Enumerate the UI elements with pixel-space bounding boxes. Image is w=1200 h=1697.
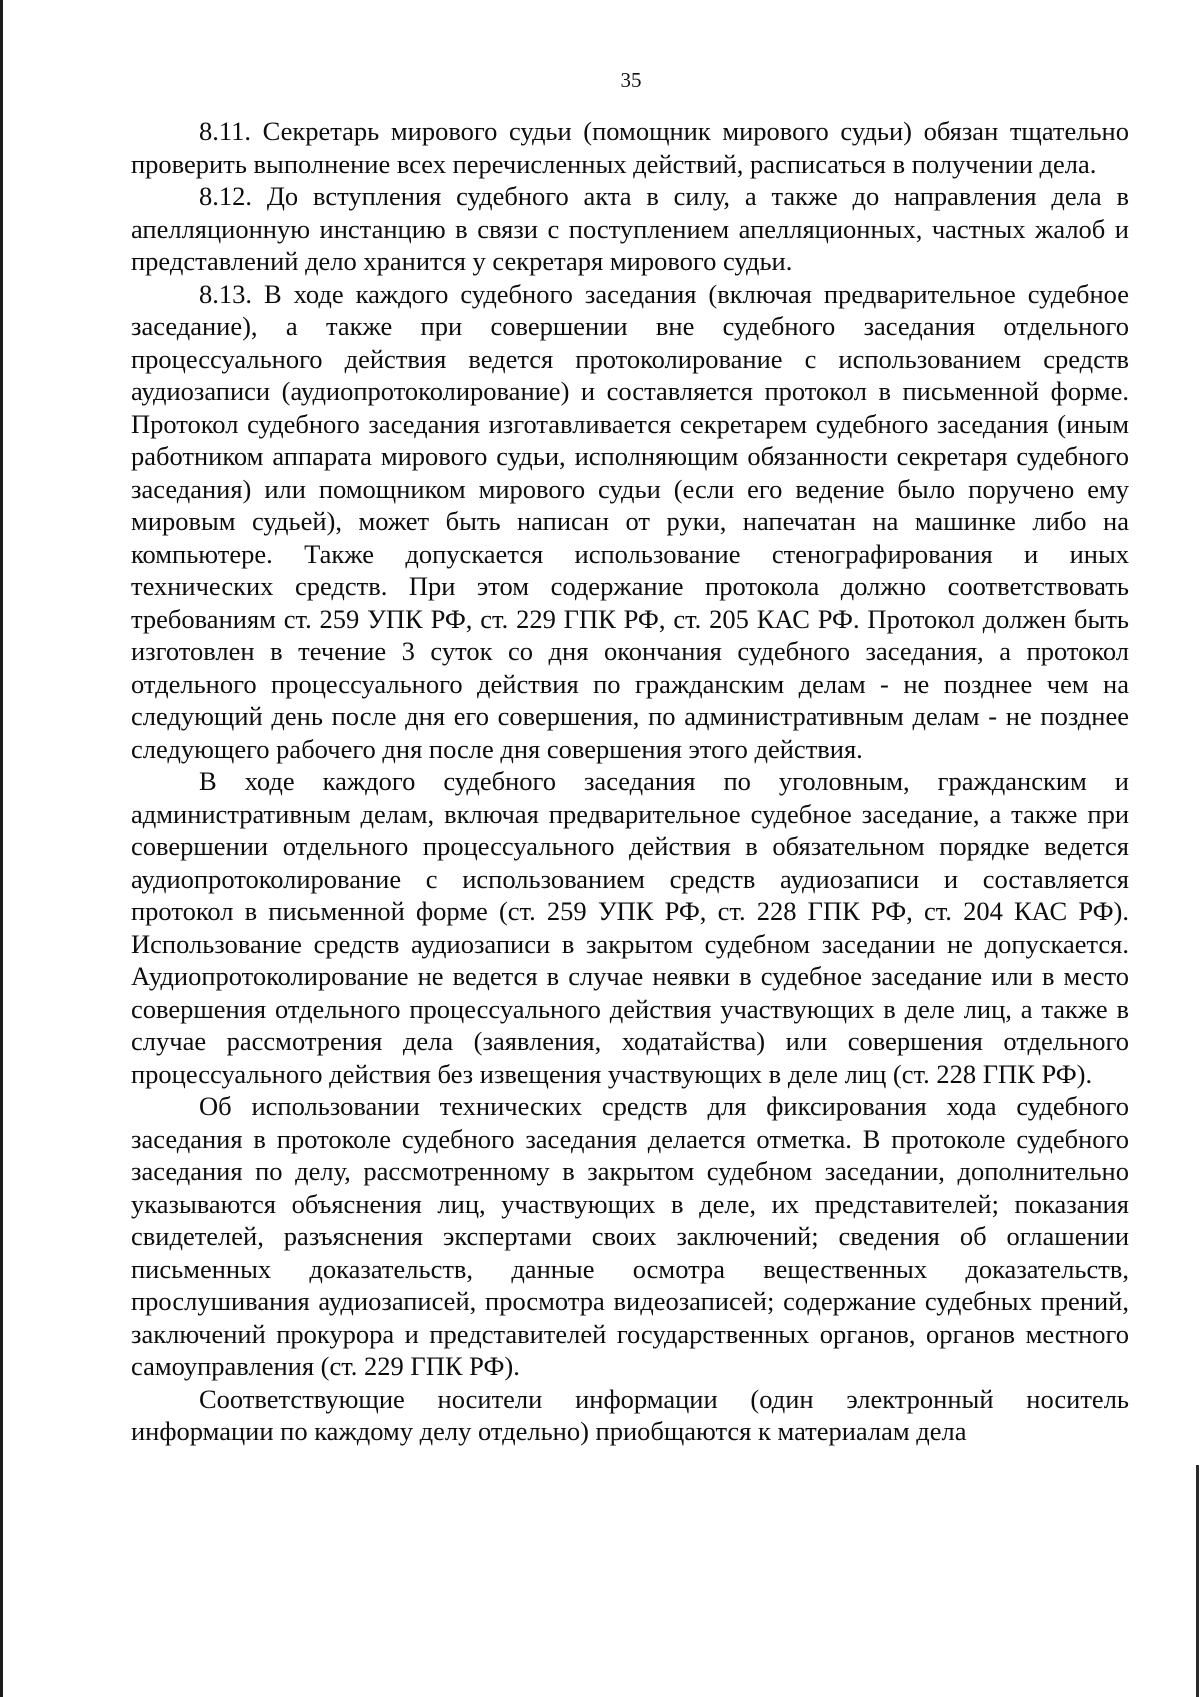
paragraph-media-carriers: Соответствующие носители информации (один электронный носитель информации по каждому делу отдельно) приобщаются к материалам дела <box>131 1383 1129 1446</box>
paragraph-technical-means: Об использовании технических средств для фиксирования хода судебного заседания в протоколе судебного заседания делается отметка. В протоколе судебного заседания по делу, рассмотренному в закрытом судебном заседании, дополнительно указываются объяснения лиц, участвующих в деле, их представителей; показания свидетелей, разъяснения экспертами своих заключений; сведения об оглашении письменных доказательств, данные осмотра вещественных доказательств, прослушивания аудиозаписей, просмотра видеозаписей; содержание судебных прений, заключений прокурора и представителей государственных органов, органов местного самоуправления (ст. 229 ГПК РФ). <box>131 1091 1129 1381</box>
scan-edge-right <box>1196 1465 1199 1697</box>
document-body <box>131 115 1129 1448</box>
page-number: 35 <box>620 68 642 92</box>
paragraph-8-13: 8.13. В ходе каждого судебного заседания (включая предварительное судебное заседание), а также при совершении вне судебного заседания отдельного процессуального действия ведется протоколирование с использованием средств аудиозаписи (аудиопротоколирование) и составляется протокол в письменной форме. Протокол судебного заседания изготавливается секретарем судебного заседания (иным работником аппарата мирового судьи, исполняющим обязанности секретаря судебного заседания) или помощником мирового судьи (если его ведение было поручено ему мировым судьей), может быть написан от руки, напечатан на машинке либо на компьютере. Также допускается использование стенографирования и иных технических средств. При этом содержание протокола должно соответствовать требованиям ст. 259 УПК РФ, ст. 229 ГПК РФ, ст. 205 КАС РФ. Протокол должен быть изготовлен в течение 3 суток со дня окончания судебного заседания, а протокол отдельного процессуального действия по гражданским делам - не позднее чем на следующий день после дня его совершения, по административным делам - не позднее следующего рабочего дня после дня совершения этого действия. <box>131 278 1129 764</box>
paragraph-8-12: 8.12. До вступления судебного акта в силу, а также до направления дела в апелляционную инстанцию в связи с поступлением апелляционных, частных жалоб и представлений дело хранится у секретаря мирового судьи. <box>131 181 1129 276</box>
scan-edge-left <box>0 0 3 1697</box>
paragraph-audio-recording: В ходе каждого судебного заседания по уголовным, гражданским и административным делам, включая предварительное судебное заседание, а также при совершении отдельного процессуального действия в обязательном порядке ведется аудиопротоколирование с использованием средств аудиозаписи и составляется протокол в письменной форме (ст. 259 УПК РФ, ст. 228 ГПК РФ, ст. 204 КАС РФ). Использование средств аудиозаписи в закрытом судебном заседании не допускается. Аудиопротоколирование не ведется в случае неявки в судебное заседание или в место совершения отдельного процессуального действия участвующих в деле лиц, а также в случае рассмотрения дела (заявления, ходатайства) или совершения отдельного процессуального действия без извещения участвующих в деле лиц (ст. 228 ГПК РФ). <box>131 766 1129 1089</box>
paragraph-8-11: 8.11. Секретарь мирового судьи (помощник мирового судьи) обязан тщательно проверить выполнение всех перечисленных действий, расписаться в получении дела. <box>131 116 1129 179</box>
